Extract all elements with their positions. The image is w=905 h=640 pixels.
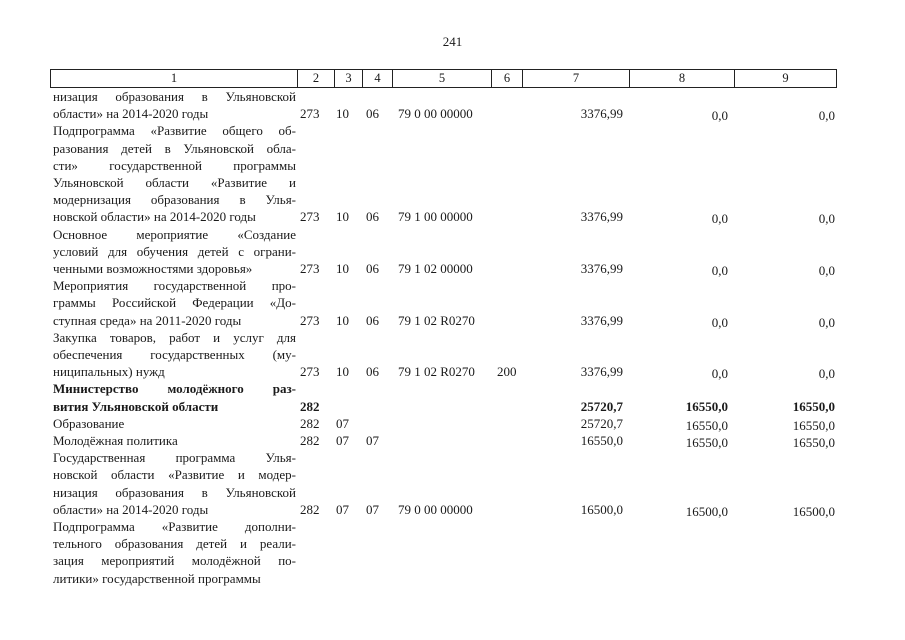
- cell-col-2: 273: [300, 261, 320, 276]
- row-name-line: новской области» на 2014-2020 годы: [53, 209, 256, 225]
- row-name-line: низация образования в Ульяновской: [53, 89, 296, 104]
- row-name-line: тельного образования детей и реали-: [53, 536, 296, 552]
- row-name-line: разования детей в Ульяновской обла-: [53, 140, 296, 156]
- row-name-line: Закупка товаров, работ и услуг для: [53, 329, 296, 345]
- cell-col-7: 3376,99: [580, 261, 623, 276]
- cell-col-3: 10: [336, 261, 349, 276]
- cell-col-9: 0,0: [818, 314, 835, 330]
- row-name-line: Подпрограмма «Развитие дополни-: [53, 519, 296, 534]
- header-cell-8: 8: [629, 70, 734, 87]
- cell-col-9: 16550,0: [792, 417, 835, 433]
- cell-col-7: 3376,99: [580, 106, 623, 122]
- row-name-line: Ульяновской области «Развитие и: [53, 175, 296, 190]
- row-name-line: вития Ульяновской области: [53, 398, 219, 414]
- header-cell-3: 3: [334, 70, 362, 87]
- cell-col-4: 06: [366, 312, 379, 328]
- cell-col-4: 06: [366, 106, 379, 122]
- row-name: [53, 226, 296, 278]
- cell-col-2: 273: [300, 312, 320, 328]
- cell-col-3: 10: [336, 364, 349, 380]
- cell-col-5: 79 0 00 00000: [398, 501, 473, 517]
- cell-col-6: 200: [497, 364, 517, 380]
- cell-col-9: 16500,0: [792, 503, 835, 519]
- row-name-line: области» на 2014-2020 годы: [53, 501, 209, 517]
- cell-col-9: 0,0: [818, 263, 835, 278]
- cell-col-7: 25720,7: [580, 415, 623, 431]
- row-name-line: ниципальных) нужд: [53, 364, 165, 380]
- row-name-line: Министерство молодёжного раз-: [53, 381, 296, 397]
- cell-col-2: 282: [300, 501, 320, 517]
- cell-col-8: 0,0: [711, 211, 728, 227]
- cell-col-3: 10: [336, 312, 349, 328]
- cell-col-2: 282: [300, 415, 320, 431]
- row-name-line: низация образования в Ульяновской: [53, 484, 296, 500]
- cell-col-5: 79 1 02 R0270: [398, 364, 475, 380]
- cell-col-5: 79 0 00 00000: [398, 106, 473, 122]
- cell-col-2: 273: [300, 209, 320, 225]
- cell-col-8: 16550,0: [685, 398, 728, 414]
- cell-col-4: 07: [366, 433, 379, 448]
- cell-col-4: 06: [366, 364, 379, 380]
- row-name-line: зация мероприятий молодёжной по-: [53, 553, 296, 569]
- cell-col-7: 3376,99: [580, 364, 623, 380]
- row-name-line: литики» государственной программы: [53, 570, 261, 586]
- row-name: [53, 329, 296, 381]
- cell-col-9: 16550,0: [792, 435, 835, 450]
- cell-col-7: 3376,99: [580, 312, 623, 328]
- row-name-line: Молодёжная политика: [53, 433, 178, 448]
- header-cell-1: 1: [50, 70, 297, 87]
- header-cell-5: 5: [392, 70, 491, 87]
- cell-col-4: 06: [366, 261, 379, 276]
- row-name-line: ступная среда» на 2011-2020 годы: [53, 312, 242, 328]
- cell-col-3: 07: [336, 433, 349, 448]
- row-name-line: Мероприятия государственной про-: [53, 278, 296, 294]
- cell-col-8: 0,0: [711, 263, 728, 278]
- row-name-line: Подпрограмма «Развитие общего об-: [53, 123, 296, 139]
- row-name-line: сти» государственной программы: [53, 157, 296, 173]
- cell-col-5: 79 1 02 R0270: [398, 312, 475, 328]
- row-name-line: условий для обучения детей с ограни-: [53, 243, 296, 259]
- cell-col-8: 0,0: [711, 366, 728, 382]
- cell-col-9: 16550,0: [792, 398, 835, 414]
- row-name: [53, 518, 296, 587]
- cell-col-9: 0,0: [818, 211, 835, 227]
- row-name: [53, 432, 296, 449]
- cell-col-8: 0,0: [711, 314, 728, 330]
- row-name-line: области» на 2014-2020 годы: [53, 106, 209, 122]
- cell-col-3: 10: [336, 106, 349, 122]
- cell-col-8: 16550,0: [685, 417, 728, 433]
- cell-col-4: 06: [366, 209, 379, 225]
- cell-col-2: 273: [300, 106, 320, 122]
- row-name-line: граммы Российской Федерации «До-: [53, 295, 296, 311]
- cell-col-3: 10: [336, 209, 349, 225]
- cell-col-7: 3376,99: [580, 209, 623, 225]
- cell-col-4: 07: [366, 501, 379, 517]
- cell-col-7: 16550,0: [580, 433, 623, 448]
- row-name: [53, 380, 296, 414]
- cell-col-2: 273: [300, 364, 320, 380]
- cell-col-7: 25720,7: [580, 398, 623, 414]
- row-name-line: Образование: [53, 415, 125, 431]
- row-name-line: Государственная программа Улья-: [53, 450, 296, 466]
- row-name: [53, 415, 296, 432]
- page-number: 241: [442, 34, 463, 49]
- row-name: [53, 449, 296, 518]
- cell-col-7: 16500,0: [580, 501, 623, 517]
- cell-col-3: 07: [336, 415, 349, 431]
- row-name-line: модернизация образования в Улья-: [53, 192, 296, 208]
- cell-col-2: 282: [300, 398, 320, 414]
- cell-col-5: 79 1 00 00000: [398, 209, 473, 225]
- cell-col-8: 16500,0: [685, 503, 728, 519]
- row-name: [53, 122, 296, 225]
- header-cell-4: 4: [362, 70, 392, 87]
- cell-col-9: 0,0: [818, 366, 835, 382]
- row-name: [53, 88, 296, 122]
- cell-col-5: 79 1 02 00000: [398, 261, 473, 276]
- row-name-line: обеспечения государственных (му-: [53, 347, 296, 362]
- cell-col-8: 16550,0: [685, 435, 728, 450]
- row-name: [53, 277, 296, 329]
- header-cell-7: 7: [522, 70, 629, 87]
- cell-col-8: 0,0: [711, 108, 728, 124]
- cell-col-9: 0,0: [818, 108, 835, 124]
- cell-col-3: 07: [336, 501, 349, 517]
- row-name-line: новской области «Развитие и модер-: [53, 467, 296, 483]
- header-cell-2: 2: [297, 70, 334, 87]
- header-cell-9: 9: [734, 70, 837, 87]
- table-header-row: [50, 69, 837, 88]
- row-name-line: ченными возможностями здоровья»: [53, 261, 253, 276]
- row-name-line: Основное мероприятие «Создание: [53, 226, 296, 242]
- cell-col-2: 282: [300, 433, 320, 448]
- header-cell-6: 6: [491, 70, 522, 87]
